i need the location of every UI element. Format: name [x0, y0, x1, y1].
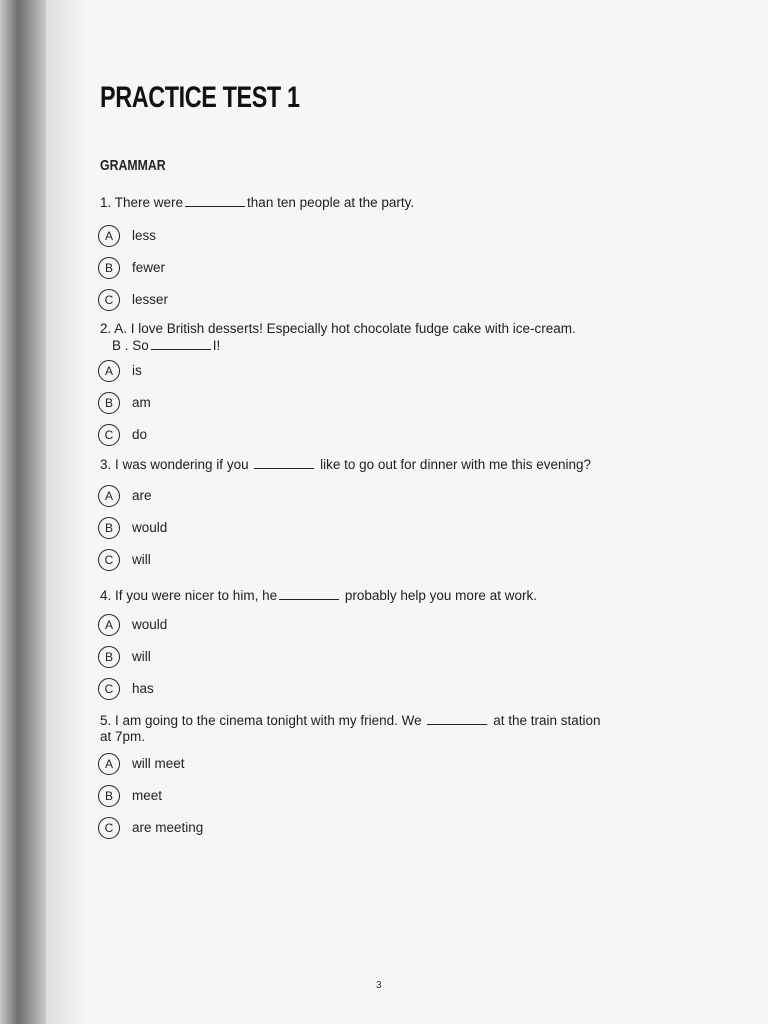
question-3: [100, 456, 720, 573]
question-4: [100, 587, 720, 702]
option-label: are: [132, 488, 152, 503]
question-text: 4. If you were nicer to him, he probably help you more at work.: [100, 588, 537, 603]
question-5: [100, 712, 720, 841]
option-b[interactable]: [100, 785, 720, 809]
option-letter-circle: B: [98, 392, 120, 414]
option-letter-circle: C: [98, 549, 120, 571]
option-label: fewer: [132, 260, 166, 275]
option-a[interactable]: [100, 485, 720, 509]
option-letter-circle: B: [98, 517, 120, 539]
option-label: will: [132, 649, 151, 664]
answer-blank: [427, 712, 487, 725]
option-letter-circle: C: [98, 817, 120, 839]
question-2: [100, 321, 720, 448]
option-c[interactable]: [100, 289, 720, 313]
question-text-line2: B . So I!: [112, 338, 221, 353]
option-letter-circle: A: [98, 360, 120, 382]
answer-blank: [279, 587, 339, 600]
option-label: are meeting: [132, 820, 204, 835]
page: [46, 0, 768, 1024]
option-letter-circle: C: [98, 424, 120, 446]
option-label: is: [132, 363, 142, 378]
option-label: meet: [132, 788, 163, 803]
answer-blank: [151, 337, 211, 350]
option-label: less: [132, 228, 157, 243]
section-heading: GRAMMAR: [100, 157, 166, 174]
option-b[interactable]: [100, 392, 720, 416]
question-1: [100, 194, 720, 313]
option-c[interactable]: [100, 424, 720, 448]
option-a[interactable]: [100, 360, 720, 384]
option-label: am: [132, 395, 151, 410]
option-letter-circle: B: [98, 785, 120, 807]
page-title: PRACTICE TEST 1: [100, 81, 300, 114]
option-letter-circle: B: [98, 646, 120, 668]
answer-blank: [185, 194, 245, 207]
option-label: will: [132, 552, 151, 567]
option-letter-circle: A: [98, 614, 120, 636]
option-label: do: [132, 427, 148, 442]
option-label: will meet: [132, 756, 185, 771]
option-label: would: [132, 520, 168, 535]
option-c[interactable]: [100, 678, 720, 702]
option-a[interactable]: [100, 225, 720, 249]
option-letter-circle: A: [98, 485, 120, 507]
page-number: 3: [376, 980, 382, 991]
option-letter-circle: A: [98, 225, 120, 247]
option-letter-circle: A: [98, 753, 120, 775]
answer-blank: [254, 456, 314, 469]
option-letter-circle: C: [98, 289, 120, 311]
option-c[interactable]: [100, 817, 720, 841]
option-label: lesser: [132, 292, 169, 307]
option-c[interactable]: [100, 549, 720, 573]
option-b[interactable]: [100, 517, 720, 541]
option-b[interactable]: [100, 257, 720, 281]
question-text: 3. I was wondering if you like to go out for dinner with me this evening?: [100, 457, 592, 472]
question-text: 2. A. I love British desserts! Especially hot chocolate fudge cake with ice-cream.: [100, 321, 576, 336]
option-b[interactable]: [100, 646, 720, 670]
option-label: would: [132, 617, 168, 632]
question-text: 1. There were than ten people at the party.: [100, 195, 415, 210]
option-label: has: [132, 681, 154, 696]
option-letter-circle: B: [98, 257, 120, 279]
page-content: [100, 78, 720, 849]
option-a[interactable]: [100, 753, 720, 777]
question-text-line2: at 7pm.: [100, 729, 146, 744]
option-letter-circle: C: [98, 678, 120, 700]
question-text: 5. I am going to the cinema tonight with my friend. We at the train station: [100, 713, 601, 728]
option-a[interactable]: [100, 614, 720, 638]
